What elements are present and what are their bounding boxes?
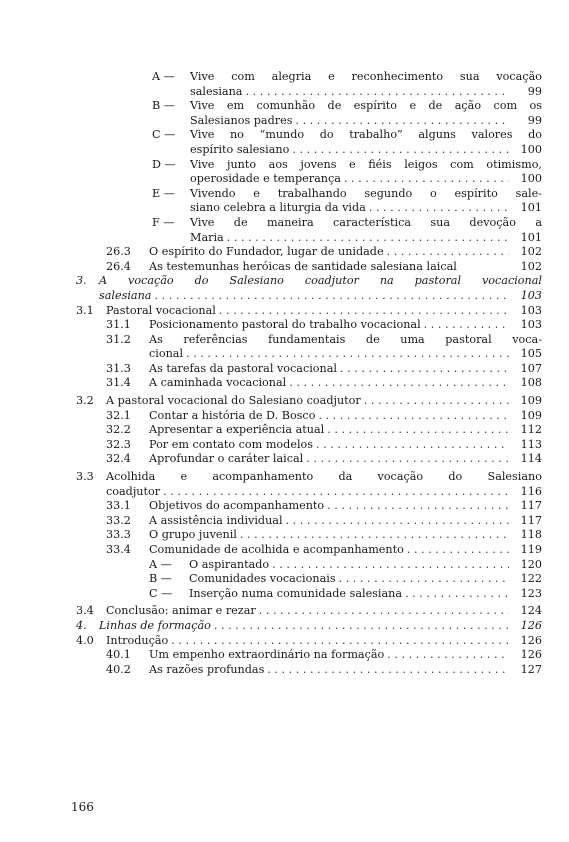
- toc-entry-row: [190, 114, 542, 129]
- toc-entry[interactable]: [0, 318, 569, 333]
- toc-entry-row: [106, 304, 542, 319]
- toc-entry-row: [149, 376, 542, 391]
- toc-entry-page: 113: [520, 437, 542, 451]
- toc-entry-title: A assistência individual: [149, 513, 283, 527]
- toc-entry-number: 4.0: [76, 633, 94, 647]
- toc-entry-page: 108: [520, 376, 542, 390]
- toc-entry[interactable]: [0, 543, 569, 558]
- toc-entry[interactable]: [0, 558, 569, 573]
- toc-entry[interactable]: [0, 394, 569, 409]
- toc-entry-number: 32.2: [106, 423, 131, 437]
- toc-entry-page: 105: [520, 347, 542, 361]
- leader-dots: [340, 362, 509, 377]
- toc-entry-row: [149, 245, 542, 260]
- toc-entry-row: [149, 260, 542, 275]
- toc-entry-title: salesiana: [99, 288, 152, 302]
- toc-entry-title: A caminhada vocacional: [149, 376, 287, 390]
- leader-dots: [327, 499, 509, 514]
- toc-entry-number: B —: [149, 572, 172, 586]
- toc-entry-row: [149, 543, 542, 558]
- toc-entry-number: 31.2: [106, 332, 131, 346]
- toc-entry[interactable]: [0, 216, 569, 245]
- toc-entry-number: 26.4: [106, 259, 131, 273]
- toc-entry-page: 103: [520, 318, 542, 332]
- toc-entry-number: 3.2: [76, 394, 94, 408]
- toc-entry-page: 122: [520, 572, 542, 586]
- toc-entry-number: 3.: [76, 274, 87, 288]
- toc-entry-number: 3.3: [76, 470, 94, 484]
- toc-entry-title: Inserção numa comunidade salesiana: [189, 586, 403, 600]
- toc-entry-page: 109: [520, 408, 542, 422]
- toc-entry-row: [106, 485, 542, 500]
- leader-dots: [387, 648, 509, 663]
- toc-entry-title: Apresentar a experiência atual: [149, 423, 325, 437]
- leader-dots: [292, 143, 509, 158]
- toc-entry-title: Contar a história de D. Bosco: [149, 408, 316, 422]
- toc-entry-number: 3.4: [76, 604, 94, 618]
- leader-dots: [259, 604, 509, 619]
- toc-entry-title: Um empenho extraordinário na formação: [149, 648, 385, 662]
- leader-dots: [272, 558, 509, 573]
- toc-entry[interactable]: [0, 452, 569, 467]
- toc-entry[interactable]: [0, 158, 569, 187]
- toc-entry[interactable]: [0, 634, 569, 649]
- leader-dots: [289, 376, 509, 391]
- toc-entry-row: [149, 499, 542, 514]
- leader-dots: [327, 423, 509, 438]
- toc-entry[interactable]: [0, 438, 569, 453]
- toc-entry-page: 124: [520, 604, 542, 618]
- toc-entry-title: Salesianos padres: [190, 113, 293, 127]
- toc-entry-number: 31.3: [106, 361, 131, 375]
- toc-entry-title: Por em contato com modelos: [149, 437, 314, 451]
- toc-entry-title: Posicionamento pastoral do trabalho vocacional: [149, 318, 421, 332]
- toc-entry-number: A —: [152, 70, 175, 83]
- leader-dots: [339, 572, 509, 587]
- toc-entry-number: 33.4: [106, 543, 131, 556]
- toc-entry-page: 102: [520, 245, 542, 259]
- toc-entry-title: Comunidade de acolhida e acompanhamento: [149, 543, 404, 556]
- toc-entry-number: 33.3: [106, 528, 131, 542]
- toc-entry-title: siano celebra a liturgia da vida: [190, 201, 366, 215]
- leader-dots: [240, 528, 509, 543]
- toc-entry[interactable]: [0, 663, 569, 678]
- toc-entry-page: 100: [520, 142, 542, 156]
- toc-entry-title-line: Vivendo e trabalhando segundo o espírito sale-: [190, 186, 542, 200]
- toc-entry-number: E —: [152, 186, 175, 200]
- toc-entry-page: 100: [520, 172, 542, 186]
- toc-entry[interactable]: [0, 99, 569, 128]
- toc-entry-title: Maria: [190, 230, 224, 244]
- toc-entry-number: 32.3: [106, 437, 131, 451]
- leader-dots: [387, 245, 509, 260]
- toc-entry-page: 123: [520, 586, 542, 600]
- toc-entry-row: [149, 528, 542, 543]
- page-number: 166: [71, 800, 94, 814]
- leader-dots: [154, 289, 509, 304]
- toc-entry[interactable]: [0, 648, 569, 663]
- toc-entry-row: [189, 572, 542, 587]
- toc-entry-number: 26.3: [106, 245, 131, 259]
- toc-entry-row: [149, 452, 542, 467]
- toc-entry-title: A pastoral vocacional do Salesiano coadjutor: [106, 394, 361, 408]
- toc-entry-row: [149, 663, 542, 678]
- toc-entry-number: B —: [152, 99, 175, 113]
- toc-entry[interactable]: [0, 514, 569, 529]
- toc-entry[interactable]: [0, 499, 569, 514]
- toc-entry-row: [149, 318, 542, 333]
- toc-entry-title: Linhas de formação: [99, 618, 211, 632]
- toc-entry-title-line: Vive com alegria e reconhecimento sua vocação: [190, 70, 542, 83]
- toc-entry-page: 99: [527, 84, 542, 98]
- toc-entry-number: 32.1: [106, 408, 131, 422]
- toc-entry[interactable]: [0, 274, 569, 303]
- toc-entry-row: [99, 619, 542, 634]
- toc-entry-page: 101: [520, 201, 542, 215]
- toc-entry-number: 31.1: [106, 318, 131, 332]
- toc-entry-page: 101: [520, 230, 542, 244]
- toc-entry-title: As testemunhas heróicas de santidade salesiana laical: [149, 259, 457, 273]
- toc-entry[interactable]: [0, 587, 569, 602]
- toc-entry-row: [149, 423, 542, 438]
- toc-entry-row: [149, 347, 542, 362]
- toc-entry-page: 120: [520, 557, 542, 571]
- toc-entry[interactable]: [0, 604, 569, 619]
- toc-entry-row: [189, 558, 542, 573]
- table-of-contents: [0, 70, 569, 677]
- toc-entry-page: 118: [520, 528, 542, 542]
- toc-entry-title: O grupo juvenil: [149, 528, 237, 542]
- toc-entry-title-line: Vive junto aos jovens e fiéis leigos com otimismo,: [190, 157, 542, 171]
- toc-entry[interactable]: [0, 333, 569, 362]
- leader-dots: [286, 514, 509, 529]
- toc-entry-title: Pastoral vocacional: [106, 303, 216, 317]
- toc-entry[interactable]: [0, 528, 569, 543]
- toc-entry-title: operosidade e temperança: [190, 172, 341, 186]
- toc-entry-page: 112: [520, 423, 542, 437]
- toc-entry[interactable]: [0, 187, 569, 216]
- leader-dots: [163, 485, 509, 500]
- toc-entry-number: F —: [152, 215, 175, 229]
- toc-entry-row: [106, 604, 542, 619]
- toc-entry-row: [190, 172, 542, 187]
- toc-entry-page: 99: [527, 113, 542, 127]
- toc-entry[interactable]: [0, 409, 569, 424]
- toc-entry-number: C —: [149, 586, 173, 600]
- toc-entry-title-line: Acolhida e acompanhamento da vocação do Salesiano: [106, 470, 542, 484]
- leader-dots: [267, 663, 509, 678]
- toc-entry-title: As tarefas da pastoral vocacional: [149, 361, 337, 375]
- toc-entry[interactable]: [0, 304, 569, 319]
- toc-entry-page: 103: [520, 303, 542, 317]
- toc-entry-row: [149, 409, 542, 424]
- leader-dots: [369, 201, 509, 216]
- toc-entry-number: 33.2: [106, 513, 131, 527]
- leader-dots: [171, 634, 509, 649]
- toc-entry-page: 127: [520, 662, 542, 676]
- leader-dots: [245, 85, 509, 100]
- toc-entry-title: salesiana: [190, 84, 243, 98]
- toc-entry[interactable]: [0, 376, 569, 391]
- leader-dots: [186, 347, 509, 362]
- toc-entry-title: espírito salesiano: [190, 142, 290, 156]
- toc-entry[interactable]: [0, 423, 569, 438]
- toc-entry-title: Comunidades vocacionais: [189, 572, 336, 586]
- toc-entry-page: 114: [520, 452, 542, 466]
- toc-entry-number: 32.4: [106, 452, 131, 466]
- toc-entry-row: [189, 587, 542, 602]
- leader-dots: [407, 543, 509, 558]
- toc-entry[interactable]: [0, 572, 569, 587]
- toc-entry-page: 117: [520, 513, 542, 527]
- toc-entry-title: Aprofundar o caráter laical: [149, 452, 304, 466]
- toc-entry-title-line: As referências fundamentais de uma pastoral voca-: [149, 332, 542, 346]
- toc-entry-row: [106, 634, 542, 649]
- toc-entry-row: [190, 201, 542, 216]
- leader-dots: [424, 318, 509, 333]
- toc-entry-title-line: Vive de maneira característica sua devoção a: [190, 215, 542, 229]
- leader-dots: [364, 394, 509, 409]
- toc-entry-page: 126: [520, 618, 542, 632]
- toc-entry-row: [190, 85, 542, 100]
- toc-entry-row: [149, 438, 542, 453]
- toc-entry-title: Conclusão: animar e rezar: [106, 604, 256, 618]
- toc-entry-number: 4.: [76, 618, 87, 632]
- toc-entry-number: C —: [152, 128, 176, 142]
- toc-entry[interactable]: [0, 260, 569, 275]
- toc-entry-title-line: A vocação do Salesiano coadjutor na pastoral vocacional: [99, 274, 542, 288]
- toc-entry-row: [190, 143, 542, 158]
- toc-entry-title-line: Vive no “mundo do trabalho” alguns valores do: [190, 128, 542, 142]
- leader-dots: [306, 452, 509, 467]
- toc-entry-row: [190, 231, 542, 246]
- toc-entry[interactable]: [0, 245, 569, 260]
- toc-entry-title: cional: [149, 347, 184, 361]
- toc-entry-number: A —: [149, 557, 172, 571]
- toc-entry[interactable]: [0, 70, 569, 99]
- leader-dots: [219, 304, 509, 319]
- toc-entry-title: O espírito do Fundador, lugar de unidade: [149, 245, 384, 259]
- toc-entry-title: O aspirantado: [189, 557, 270, 571]
- leader-dots: [227, 231, 509, 246]
- toc-entry-title: Introdução: [106, 633, 169, 647]
- toc-entry-page: 126: [520, 633, 542, 647]
- toc-entry-number: 3.1: [76, 303, 94, 317]
- toc-entry-page: 107: [520, 361, 542, 375]
- toc-entry-title: As razões profundas: [149, 662, 265, 676]
- toc-entry-number: 40.2: [106, 662, 131, 676]
- leader-dots: [318, 409, 509, 424]
- leader-dots: [344, 172, 509, 187]
- toc-entry-page: 116: [520, 484, 542, 498]
- toc-entry[interactable]: [0, 128, 569, 157]
- toc-entry-row: [149, 362, 542, 377]
- toc-entry-title: coadjutor: [106, 484, 161, 498]
- leader-dots: [214, 619, 509, 634]
- toc-entry-page: 103: [520, 288, 542, 302]
- toc-entry-page: 102: [520, 259, 542, 273]
- toc-entry-row: [106, 394, 542, 409]
- leader-dots: [405, 587, 509, 602]
- toc-entry-row: [149, 648, 542, 663]
- toc-entry-page: 117: [520, 499, 542, 513]
- toc-entry-page: 126: [520, 648, 542, 662]
- toc-entry-page: 119: [520, 543, 542, 556]
- toc-entry-row: [149, 514, 542, 529]
- toc-entry-number: 40.1: [106, 648, 131, 662]
- toc-entry[interactable]: [0, 470, 569, 499]
- toc-entry-title: Objetivos do acompanhamento: [149, 499, 325, 513]
- leader-dots: [316, 438, 509, 453]
- toc-entry-page: 109: [520, 394, 542, 408]
- toc-entry-number: D —: [152, 157, 176, 171]
- toc-entry[interactable]: [0, 362, 569, 377]
- toc-entry-title-line: Vive em comunhão de espírito e de ação com os: [190, 99, 542, 113]
- toc-entry-number: 31.4: [106, 376, 131, 390]
- toc-entry-number: 33.1: [106, 499, 131, 513]
- toc-entry-row: [99, 289, 542, 304]
- leader-dots: [295, 114, 509, 129]
- toc-entry[interactable]: [0, 619, 569, 634]
